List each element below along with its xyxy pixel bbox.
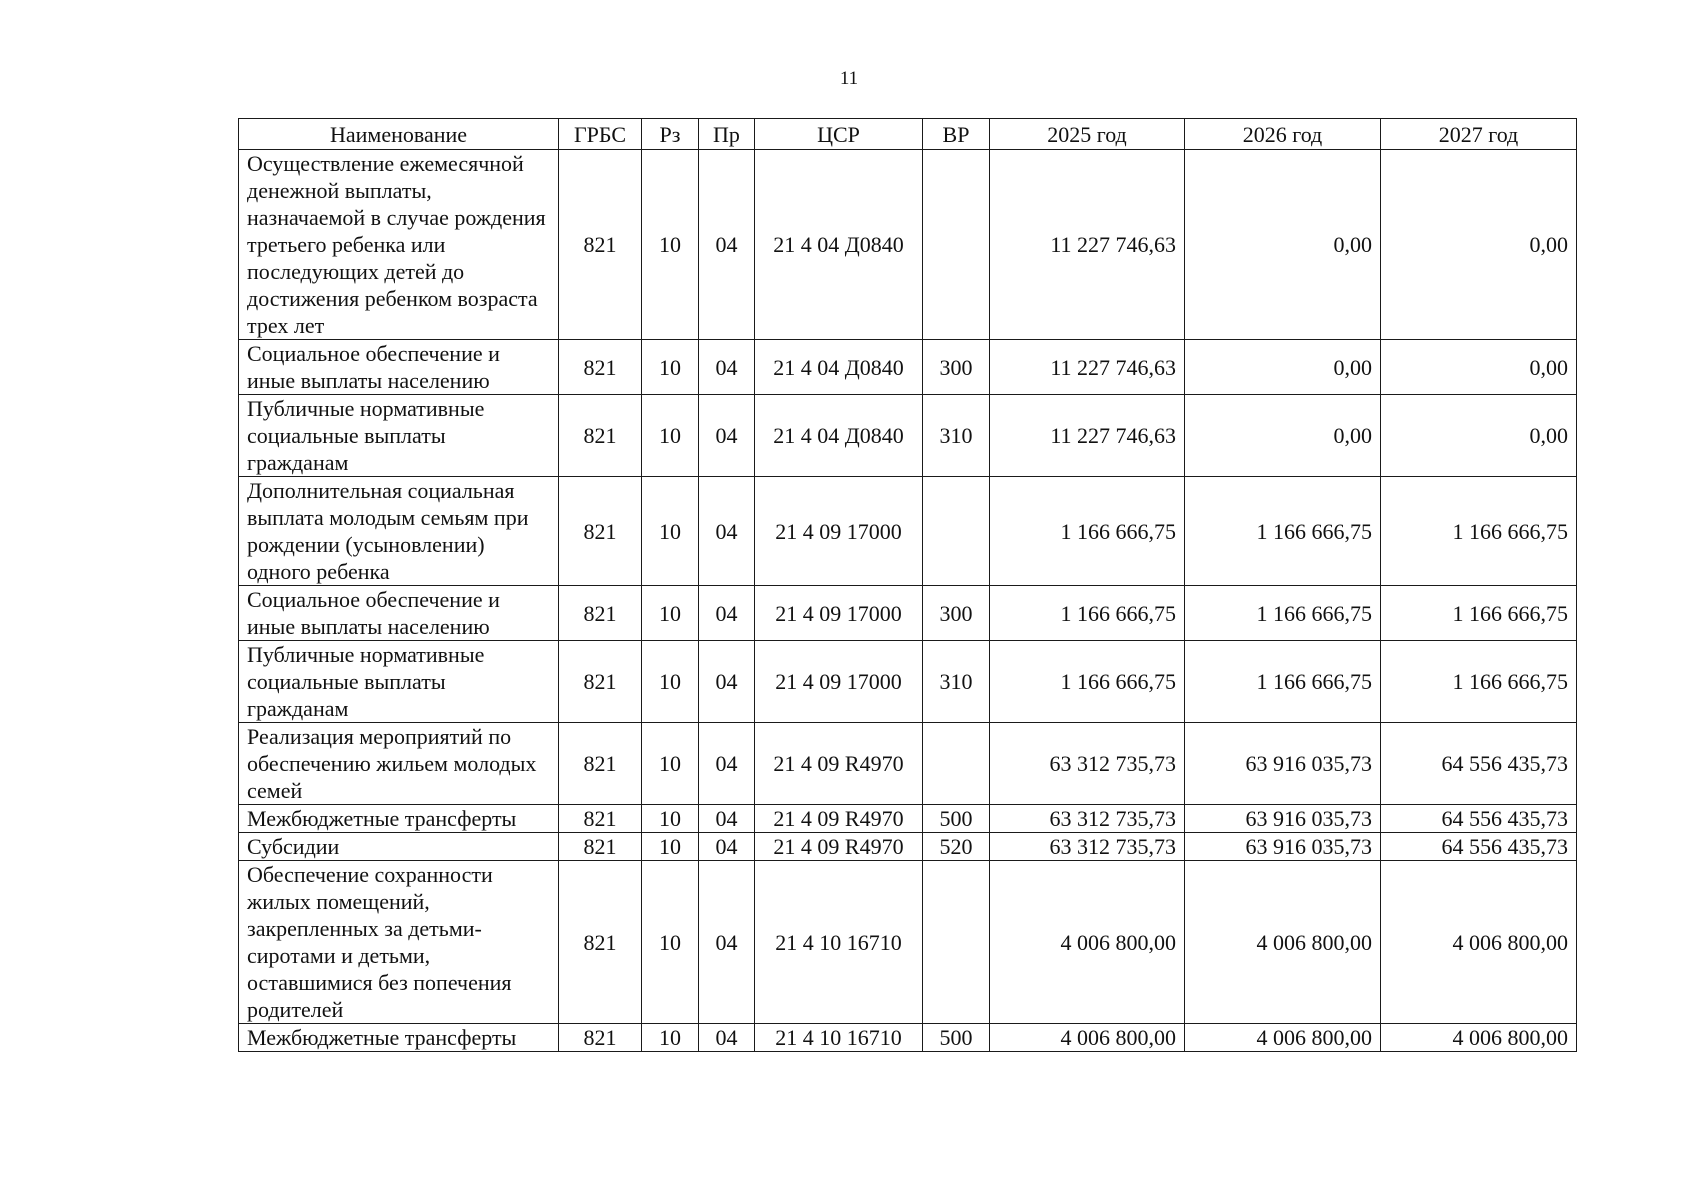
- table-row: [239, 340, 1577, 395]
- cell-2027: 1 166 666,75: [1381, 586, 1577, 641]
- table-row: [239, 861, 1577, 1024]
- cell-2027: 0,00: [1381, 340, 1577, 395]
- cell-2026: 0,00: [1185, 150, 1381, 340]
- cell-csr: 21 4 09 R4970: [755, 805, 923, 833]
- table-row: [239, 833, 1577, 861]
- table-row: [239, 395, 1577, 477]
- cell-name: Межбюджетные трансферты: [239, 1024, 559, 1052]
- cell-vr: 500: [923, 805, 990, 833]
- cell-grbs: 821: [559, 150, 642, 340]
- cell-vr: 500: [923, 1024, 990, 1052]
- cell-grbs: 821: [559, 723, 642, 805]
- cell-name: Социальное обеспечение и иные выплаты населению: [239, 340, 559, 395]
- cell-pr: 04: [699, 805, 755, 833]
- cell-pr: 04: [699, 833, 755, 861]
- cell-vr: [923, 861, 990, 1024]
- cell-2026: 63 916 035,73: [1185, 833, 1381, 861]
- cell-2027: 1 166 666,75: [1381, 641, 1577, 723]
- header-row: [239, 119, 1577, 150]
- cell-2026: 1 166 666,75: [1185, 477, 1381, 586]
- cell-rz: 10: [642, 1024, 699, 1052]
- cell-pr: 04: [699, 641, 755, 723]
- cell-rz: 10: [642, 833, 699, 861]
- cell-vr: 300: [923, 586, 990, 641]
- table-row: [239, 805, 1577, 833]
- cell-rz: 10: [642, 586, 699, 641]
- cell-2026: 0,00: [1185, 395, 1381, 477]
- cell-csr: 21 4 09 17000: [755, 477, 923, 586]
- cell-grbs: 821: [559, 340, 642, 395]
- cell-csr: 21 4 09 17000: [755, 641, 923, 723]
- cell-name: Публичные нормативные социальные выплаты гражданам: [239, 641, 559, 723]
- cell-csr: 21 4 09 17000: [755, 586, 923, 641]
- cell-grbs: 821: [559, 641, 642, 723]
- cell-pr: 04: [699, 150, 755, 340]
- header-cell-2025: 2025 год: [990, 119, 1185, 150]
- cell-2027: 4 006 800,00: [1381, 1024, 1577, 1052]
- cell-2025: 1 166 666,75: [990, 477, 1185, 586]
- cell-pr: 04: [699, 477, 755, 586]
- cell-grbs: 821: [559, 586, 642, 641]
- cell-2025: 1 166 666,75: [990, 641, 1185, 723]
- cell-2026: 63 916 035,73: [1185, 805, 1381, 833]
- header-cell-2027: 2027 год: [1381, 119, 1577, 150]
- cell-name: Публичные нормативные социальные выплаты гражданам: [239, 395, 559, 477]
- cell-grbs: 821: [559, 833, 642, 861]
- header-cell-csr: ЦСР: [755, 119, 923, 150]
- cell-csr: 21 4 09 R4970: [755, 723, 923, 805]
- cell-grbs: 821: [559, 477, 642, 586]
- cell-csr: 21 4 04 Д0840: [755, 395, 923, 477]
- page-number: 11: [839, 68, 859, 89]
- cell-name: Субсидии: [239, 833, 559, 861]
- cell-rz: 10: [642, 861, 699, 1024]
- cell-rz: 10: [642, 340, 699, 395]
- cell-rz: 10: [642, 150, 699, 340]
- cell-vr: 520: [923, 833, 990, 861]
- cell-rz: 10: [642, 477, 699, 586]
- cell-rz: 10: [642, 395, 699, 477]
- cell-name: Социальное обеспечение и иные выплаты населению: [239, 586, 559, 641]
- cell-2027: 64 556 435,73: [1381, 805, 1577, 833]
- budget-table: [238, 118, 1577, 1052]
- table-row: [239, 477, 1577, 586]
- table-row: [239, 1024, 1577, 1052]
- cell-grbs: 821: [559, 805, 642, 833]
- cell-name: Осуществление ежемесячной денежной выплаты, назначаемой в случае рождения третьего ребенка или последующих детей до достижения ребенком возраста трех лет: [239, 150, 559, 340]
- cell-vr: [923, 723, 990, 805]
- cell-pr: 04: [699, 586, 755, 641]
- cell-pr: 04: [699, 395, 755, 477]
- cell-name: Реализация мероприятий по обеспечению жильем молодых семей: [239, 723, 559, 805]
- cell-name: Дополнительная социальная выплата молодым семьям при рождении (усыновлении) одного ребенка: [239, 477, 559, 586]
- cell-csr: 21 4 04 Д0840: [755, 150, 923, 340]
- cell-pr: 04: [699, 723, 755, 805]
- cell-vr: [923, 150, 990, 340]
- cell-2025: 63 312 735,73: [990, 723, 1185, 805]
- cell-2025: 63 312 735,73: [990, 805, 1185, 833]
- cell-rz: 10: [642, 723, 699, 805]
- header-cell-vr: ВР: [923, 119, 990, 150]
- cell-2027: 64 556 435,73: [1381, 723, 1577, 805]
- cell-2025: 11 227 746,63: [990, 340, 1185, 395]
- cell-2025: 11 227 746,63: [990, 395, 1185, 477]
- cell-2027: 64 556 435,73: [1381, 833, 1577, 861]
- cell-2026: 4 006 800,00: [1185, 861, 1381, 1024]
- cell-2027: 4 006 800,00: [1381, 861, 1577, 1024]
- cell-2025: 4 006 800,00: [990, 1024, 1185, 1052]
- cell-rz: 10: [642, 641, 699, 723]
- cell-vr: 300: [923, 340, 990, 395]
- cell-2027: 0,00: [1381, 150, 1577, 340]
- header-cell-name: Наименование: [239, 119, 559, 150]
- table-row: [239, 641, 1577, 723]
- cell-pr: 04: [699, 340, 755, 395]
- table-row: [239, 723, 1577, 805]
- cell-2025: 11 227 746,63: [990, 150, 1185, 340]
- cell-2026: 63 916 035,73: [1185, 723, 1381, 805]
- cell-grbs: 821: [559, 861, 642, 1024]
- cell-2025: 63 312 735,73: [990, 833, 1185, 861]
- cell-csr: 21 4 10 16710: [755, 861, 923, 1024]
- cell-rz: 10: [642, 805, 699, 833]
- cell-name: Обеспечение сохранности жилых помещений, закрепленных за детьми-сиротами и детьми, оставшимися без попечения родителей: [239, 861, 559, 1024]
- cell-vr: 310: [923, 395, 990, 477]
- cell-csr: 21 4 10 16710: [755, 1024, 923, 1052]
- cell-name: Межбюджетные трансферты: [239, 805, 559, 833]
- cell-2025: 4 006 800,00: [990, 861, 1185, 1024]
- header-cell-grbs: ГРБС: [559, 119, 642, 150]
- cell-grbs: 821: [559, 1024, 642, 1052]
- header-cell-pr: Пр: [699, 119, 755, 150]
- cell-2025: 1 166 666,75: [990, 586, 1185, 641]
- header-cell-rz: Рз: [642, 119, 699, 150]
- cell-2026: 0,00: [1185, 340, 1381, 395]
- cell-grbs: 821: [559, 395, 642, 477]
- cell-2027: 0,00: [1381, 395, 1577, 477]
- header-cell-2026: 2026 год: [1185, 119, 1381, 150]
- cell-2026: 1 166 666,75: [1185, 641, 1381, 723]
- cell-pr: 04: [699, 1024, 755, 1052]
- cell-2026: 4 006 800,00: [1185, 1024, 1381, 1052]
- cell-vr: 310: [923, 641, 990, 723]
- cell-vr: [923, 477, 990, 586]
- table-row: [239, 586, 1577, 641]
- cell-csr: 21 4 09 R4970: [755, 833, 923, 861]
- cell-2026: 1 166 666,75: [1185, 586, 1381, 641]
- table-row: [239, 150, 1577, 340]
- cell-2027: 1 166 666,75: [1381, 477, 1577, 586]
- cell-csr: 21 4 04 Д0840: [755, 340, 923, 395]
- cell-pr: 04: [699, 861, 755, 1024]
